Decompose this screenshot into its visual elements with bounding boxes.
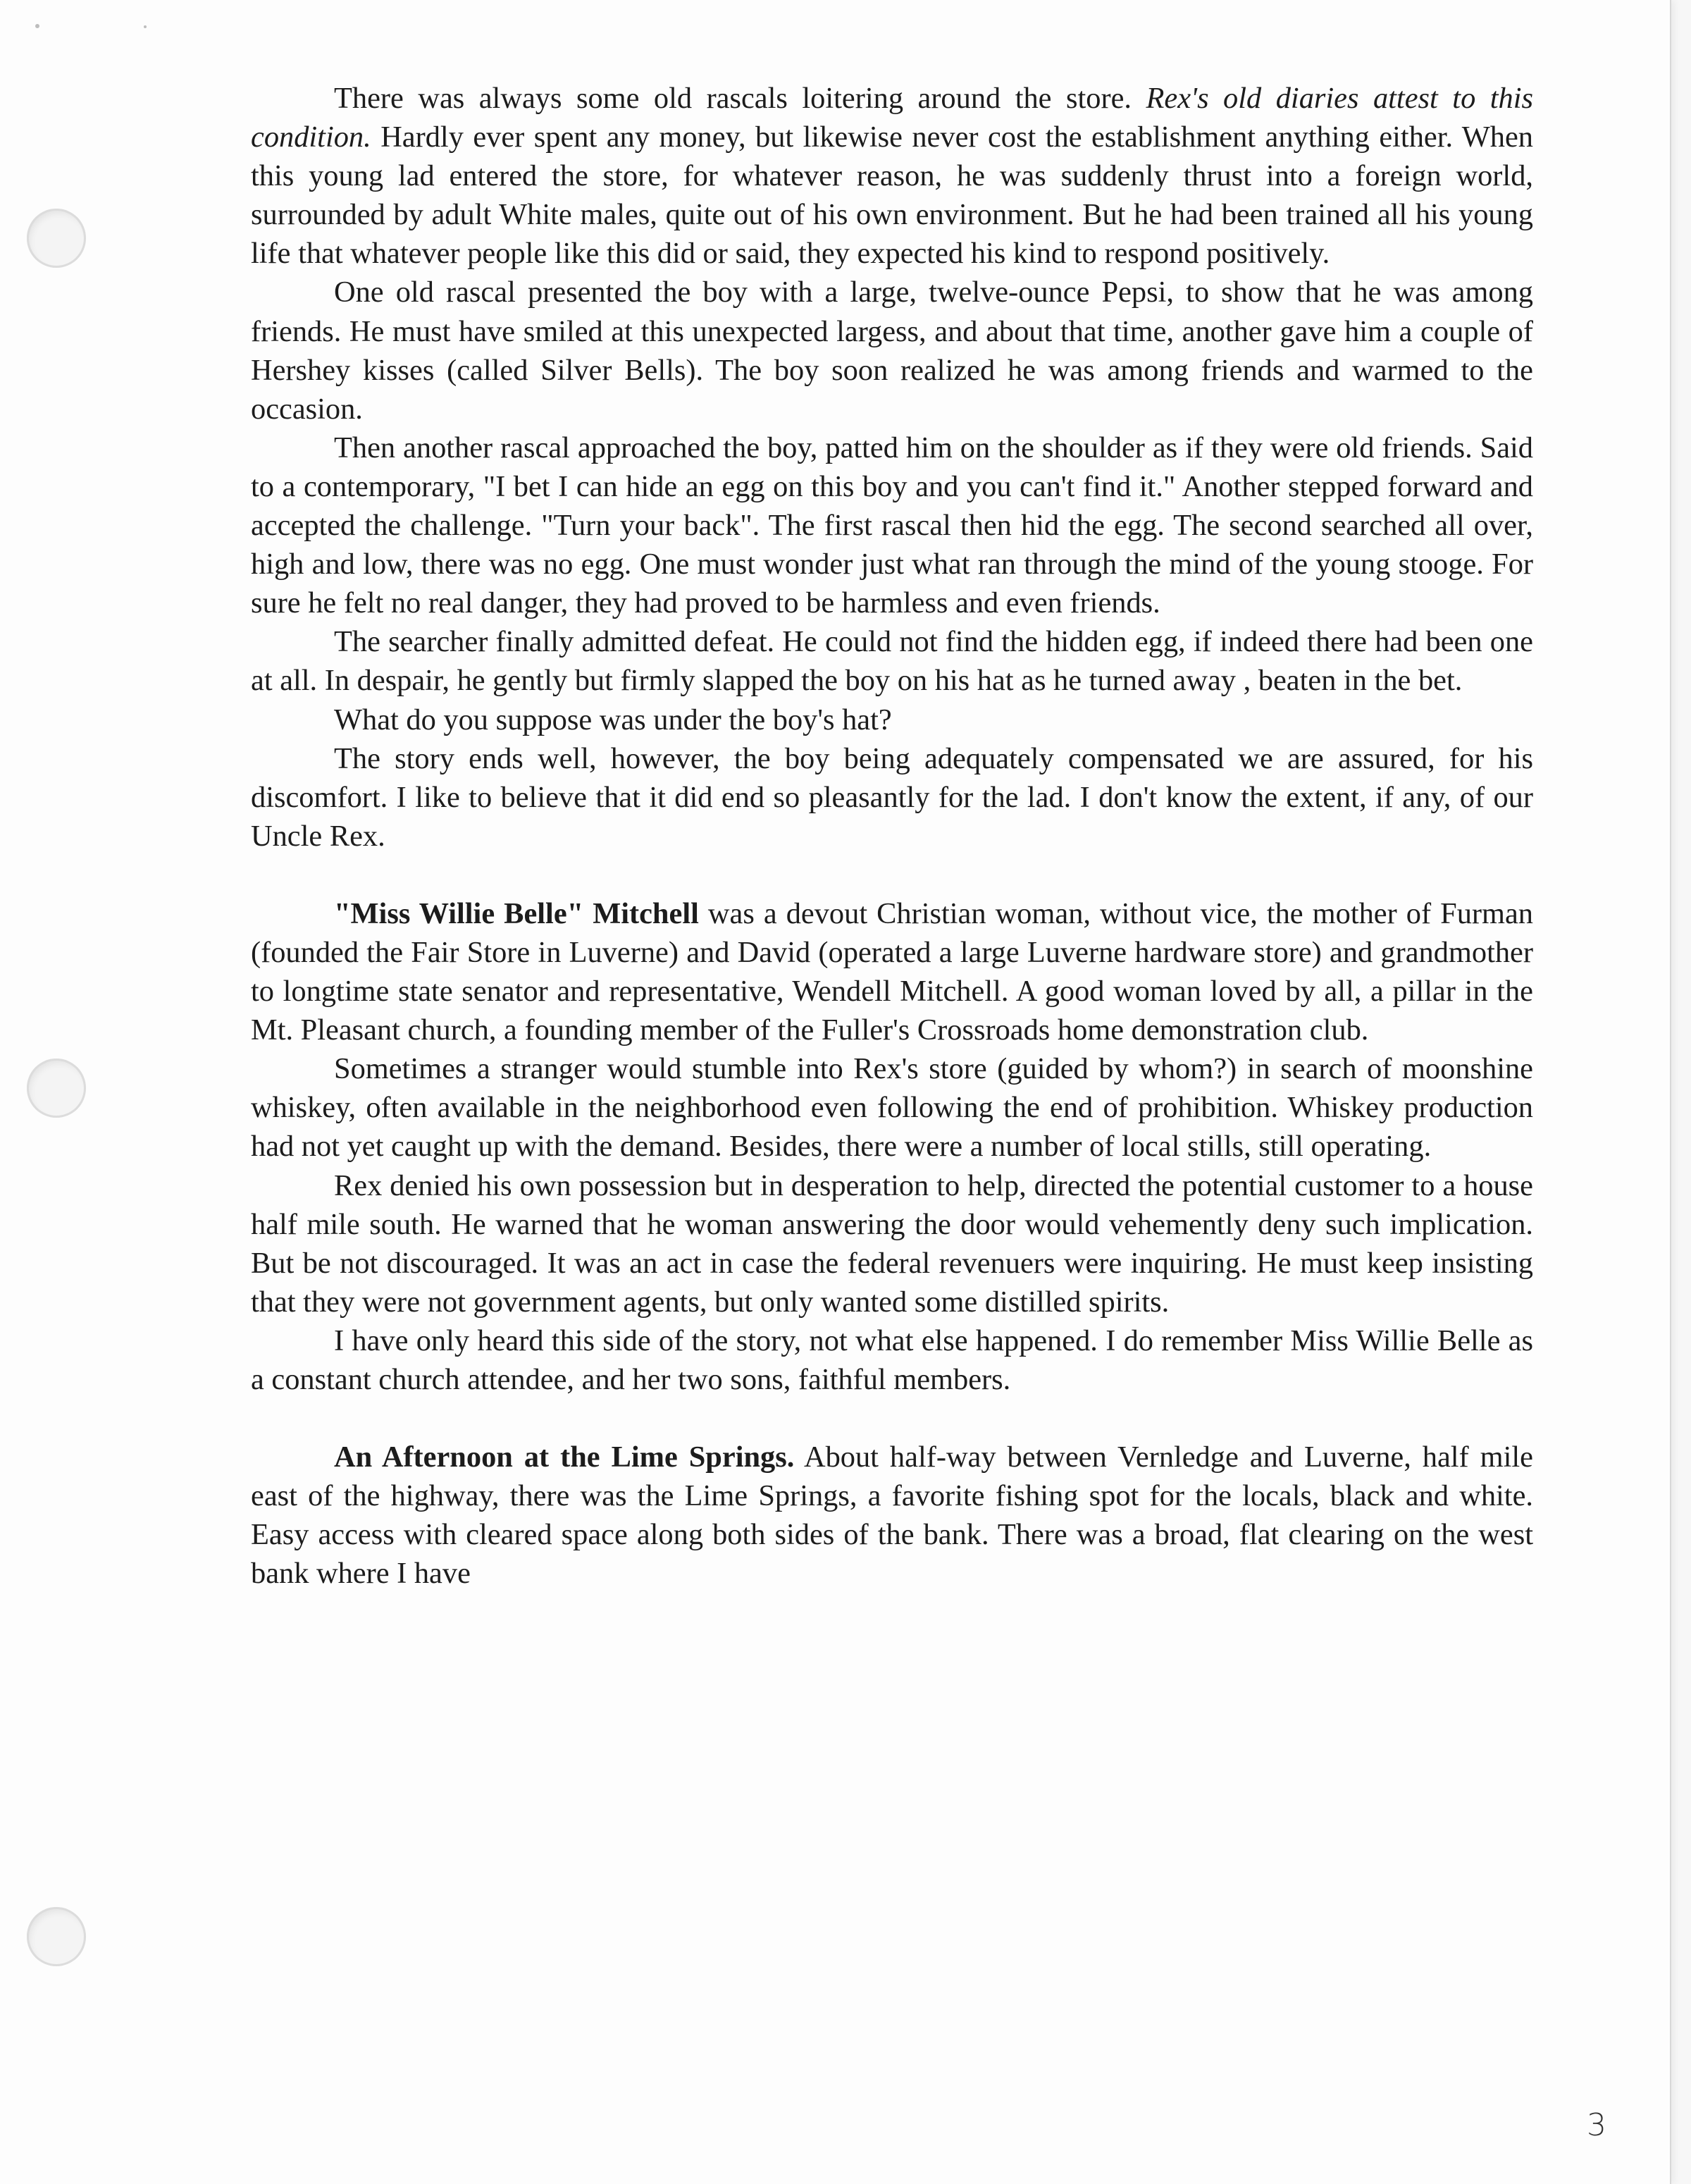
body-paragraph xyxy=(251,1438,1533,1593)
binder-hole-top xyxy=(27,209,86,268)
paragraph-text: One old rascal presented the boy with a large, twelve-ounce Pepsi, to show that he was among friends. He must have smiled at this unexpected largess, and about that time, another gave him a couple of Hershey kisses (called Silver Bells). The boy soon realized he was among friends and warmed to the occasion. xyxy=(251,276,1533,426)
paragraph-text: was a devout Christian woman, without vice, the mother of Furman (founded the Fair Store in Luverne) and David (operated a large Luverne hardware store) and grandmother to longtime state senator and representative, Wendell Mitchell. A good woman loved by all, a pillar in the Mt. Pleasant church, a founding member of the Fuller's Crossroads home demonstration club. xyxy=(251,896,1533,1047)
body-paragraph xyxy=(251,428,1533,622)
italic-text: Rex's old diaries attest to this condition. xyxy=(251,82,1533,154)
paper-speck xyxy=(35,24,39,28)
paragraph-text: The story ends well, however, the boy being adequately compensated we are assured, for his discomfort. I like to believe that it did end so pleasantly for the lad. I don't know the extent, if any, of our Uncle Rex. xyxy=(251,741,1533,853)
paragraph-text: Hardly ever spent any money, but likewise never cost the establishment anything either. When this young lad entered the store, for whatever reason, he was suddenly thrust into a foreign world, surrounded by adult White males, quite out of his own environment. But he had been trained all his young life that whatever people like this did or said, they expected his kind to respond positively. xyxy=(251,121,1533,271)
body-paragraph xyxy=(251,273,1533,428)
paragraph-text: The searcher finally admitted defeat. He could not find the hidden egg, if indeed there had been one at all. In despair, he gently but firmly slapped the boy on his hat as he turned away , beaten in the bet. xyxy=(251,625,1533,698)
body-paragraph xyxy=(251,701,1533,739)
section-heading: "Miss Willie Belle" Mitchell xyxy=(334,896,699,930)
paragraph-text: I have only heard this side of the story, not what else happened. I do remember Miss Willie Belle as a constant church attendee, and her two sons, faithful members. xyxy=(251,1324,1533,1396)
body-paragraph xyxy=(251,894,1533,1049)
body-paragraph xyxy=(251,1049,1533,1166)
body-paragraph xyxy=(251,739,1533,856)
section-heading: An Afternoon at the Lime Springs. xyxy=(334,1440,795,1474)
paragraph-text: There was always some old rascals loitering around the store. xyxy=(334,82,1146,115)
paragraph-text: Rex denied his own possession but in desperation to help, directed the potential customer to a house half mile south. He warned that he woman answering the door would vehemently deny such implication. But be not discouraged. It was an act in case the federal revenuers were inquiring. He must keep insisting that they were not government agents, but only wanted some distilled spirits. xyxy=(251,1168,1533,1319)
body-paragraph xyxy=(251,622,1533,700)
document-body xyxy=(251,79,1533,1593)
body-paragraph xyxy=(251,79,1533,273)
paragraph-text: What do you suppose was under the boy's hat? xyxy=(334,703,892,736)
paragraph-text: About half-way between Vernledge and Luverne, half mile east of the highway, there was the Lime Springs, a favorite fishing spot for the locals, black and white. Easy access with cleared space along both sides of the bank. There was a broad, flat clearing on the west bank where I have xyxy=(251,1440,1533,1591)
paper-speck xyxy=(144,25,147,28)
body-paragraph xyxy=(251,1321,1533,1399)
body-paragraph xyxy=(251,1166,1533,1321)
binder-hole-middle xyxy=(27,1059,86,1118)
page-number: 3 xyxy=(1587,2107,1606,2143)
binder-hole-bottom xyxy=(27,1907,86,1966)
paragraph-text: Sometimes a stranger would stumble into Rex's store (guided by whom?) in search of moonshine whiskey, often available in the neighborhood even following the end of prohibition. Whiskey production had not yet caught up with the demand. Besides, there were a number of local stills, still operating. xyxy=(251,1052,1533,1164)
paragraph-text: Then another rascal approached the boy, patted him on the shoulder as if they were old friends. Said to a contemporary, "I bet I can hide an egg on this boy and you can't find it." Another stepped forward and accepted the challenge. "Turn your back". The first rascal then hid the egg. The second searched all over, high and low, there was no egg. One must wonder just what ran through the mind of the young stooge. For sure he felt no real danger, they had proved to be harmless and even friends. xyxy=(251,431,1533,620)
